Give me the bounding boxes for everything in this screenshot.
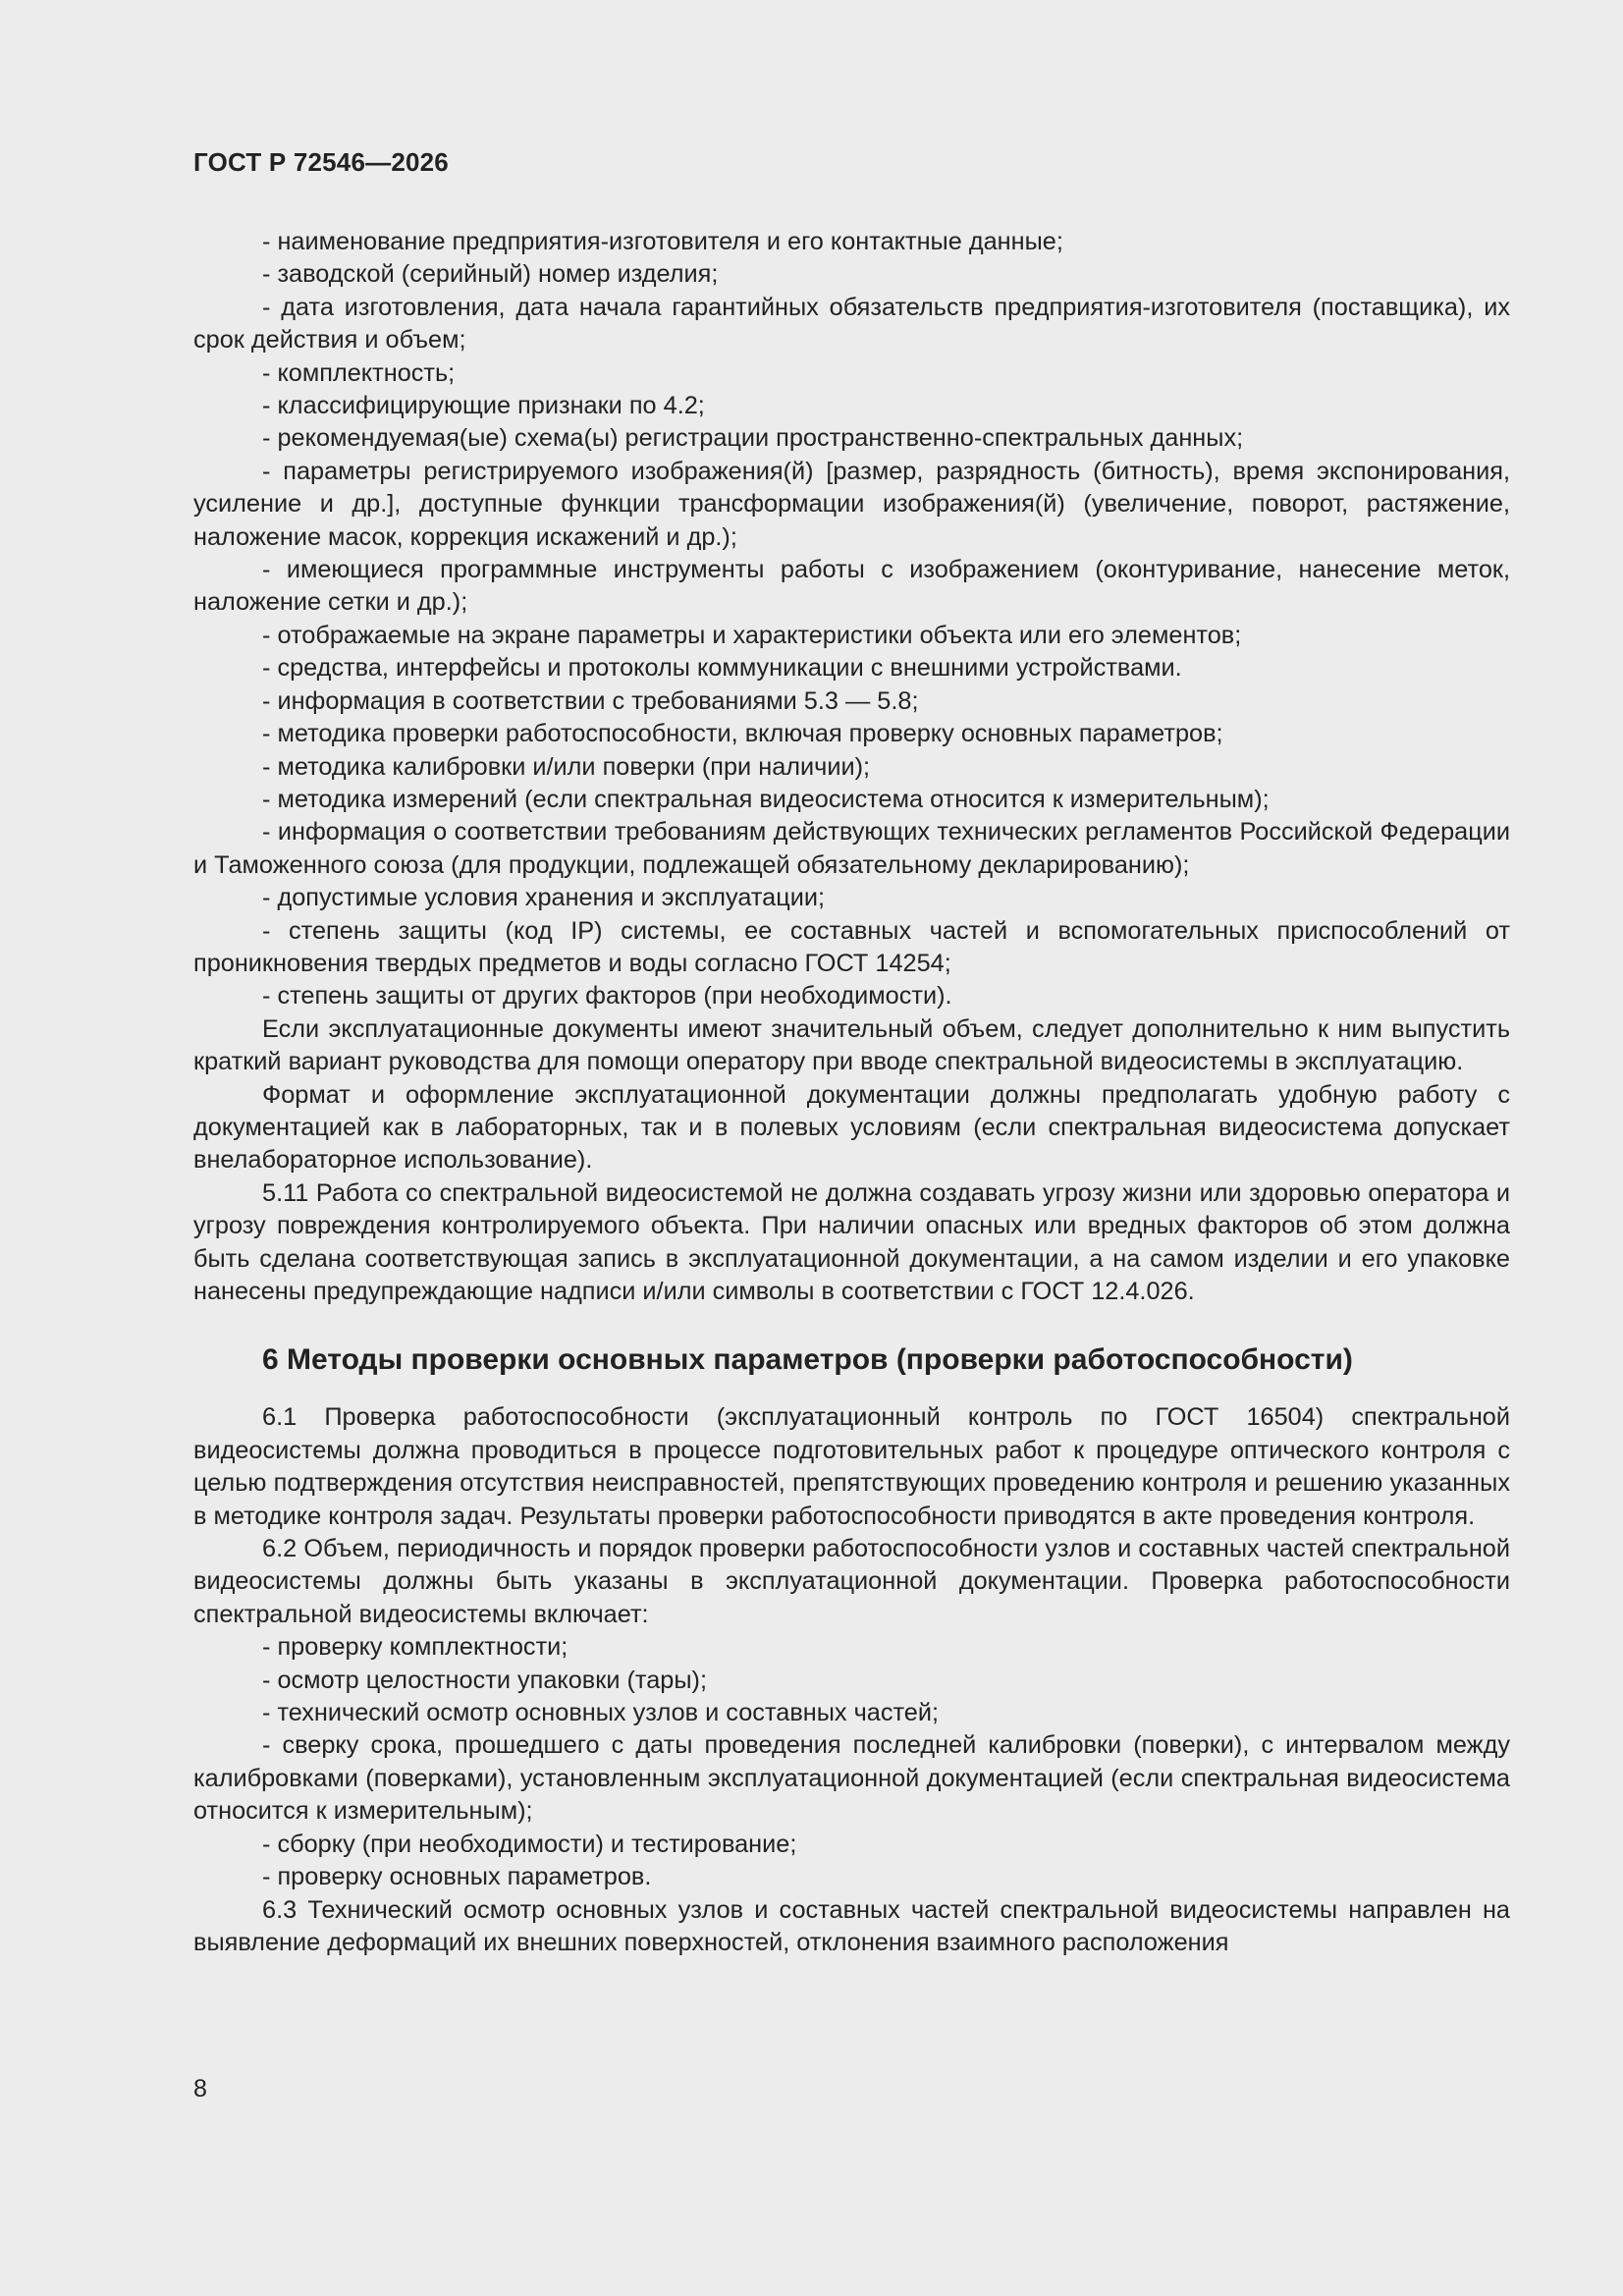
list-item: - имеющиеся программные инструменты работы с изображением (оконтуривание, нанесение меток, наложение сетки и др.);: [193, 556, 1510, 617]
paragraph: 6.2 Объем, периодичность и порядок проверки работоспособности узлов и составных частей спектральной видеосистемы должны быть указаны в эксплуатационной документации. Проверка работоспособности спектральной видеосистемы включает:: [193, 1535, 1510, 1628]
list-item: - наименование предприятия-изготовителя и его контактные данные;: [262, 228, 1063, 255]
paragraph: Если эксплуатационные документы имеют значительный объем, следует дополнительно к ним выпустить краткий вариант руководства для помощи оператору при вводе спектральной видеосистемы в эксплуатацию.: [193, 1014, 1510, 1076]
list-item: - методика калибровки и/или поверки (при наличии);: [262, 752, 871, 781]
list-item: - параметры регистрируемого изображения(й) [размер, разрядность (битность), время экспонирования, усиление и др.], доступные функции трансформации изображения(й) (увеличение, поворот, растяжение, наложение масок, коррекция искажений и др.);: [193, 457, 1510, 551]
section-title: 6 Методы проверки основных параметров (проверки работоспособности): [262, 1343, 1353, 1377]
list-item: - проверку основных параметров.: [262, 1863, 652, 1891]
page-number: 8: [193, 2075, 207, 2103]
list-item: - методика проверки работоспособности, включая проверку основных параметров;: [262, 720, 1223, 748]
paragraphs-after-section: [193, 1401, 1510, 1959]
list-item: - средства, интерфейсы и протоколы коммуникации с внешними устройствами.: [262, 654, 1182, 683]
list-item: - сборку (при необходимости) и тестирование;: [262, 1830, 797, 1858]
list-item: - информация в соответствии с требованиями 5.3 — 5.8;: [262, 686, 919, 715]
document-header: ГОСТ Р 72546—2026: [193, 147, 449, 177]
list-item: - методика измерений (если спектральная видеосистема относится к измерительным);: [262, 785, 1270, 813]
list-item: - заводской (серийный) номер изделия;: [262, 260, 719, 289]
list-item: - информация о соответствии требованиям действующих технических регламентов Российской Федерации и Таможенного союза (для продукции, подлежащей обязательному декларированию);: [193, 818, 1510, 879]
list-item: - классифицирующие признаки по 4.2;: [262, 392, 705, 420]
paragraph: 5.11 Работа со спектральной видеосистемой не должна создавать угрозу жизни или здоровью оператора и угрозу повреждения контролируемого объекта. При наличии опасных или вредных факторов об этом должна быть сделана соответствующая запись в эксплуатационной документации, а на самом изделии и его упаковке нанесены предупреждающие надписи и/или символы в соответствии с ГОСТ 12.4.026.: [193, 1178, 1510, 1305]
list-item: - технический осмотр основных узлов и составных частей;: [262, 1699, 940, 1727]
list-item: - допустимые условия хранения и эксплуатации;: [262, 884, 826, 912]
paragraphs-before-section: [193, 226, 1510, 1308]
list-item: - степень защиты (код IP) системы, ее составных частей и вспомогательных приспособлений от проникновения твердых предметов и воды согласно ГОСТ 14254;: [193, 916, 1510, 977]
list-item: - осмотр целостности упаковки (тары);: [262, 1666, 707, 1694]
list-item: - степень защиты от других факторов (при необходимости).: [262, 982, 952, 1011]
list-item: - сверку срока, прошедшего с даты проведения последней калибровки (поверки), с интервалом между калибровками (поверками), установленным эксплуатационной документацией (если спектральная видеосистема относится к измерительным);: [193, 1731, 1510, 1826]
list-item: - проверку комплектности;: [262, 1633, 568, 1662]
paragraph: Формат и оформление эксплуатационной документации должны предполагать удобную работу с документацией как в лабораторных, так и в полевых условиям (если спектральная видеосистема допускает внелабораторное использование).: [193, 1080, 1510, 1175]
list-item: - отображаемые на экране параметры и характеристики объекта или его элементов;: [262, 621, 1242, 649]
list-item: - комплектность;: [262, 358, 456, 387]
document-body: [193, 226, 1510, 1959]
paragraph: 6.1 Проверка работоспособности (эксплуатационный контроль по ГОСТ 16504) спектральной видеосистемы должна проводиться в процессе подготовительных работ к процедуре оптического контроля с целью подтверждения отсутствия неисправностей, препятствующих проведению контроля и решению указанных в методике контроля задач. Результаты проверки работоспособности приводятся в акте проведения контроля.: [193, 1403, 1510, 1530]
list-item: - дата изготовления, дата начала гарантийных обязательств предприятия-изготовителя (поставщика), их срок действия и объем;: [193, 293, 1510, 355]
list-item: - рекомендуемая(ые) схема(ы) регистрации пространственно-спектральных данных;: [262, 424, 1244, 453]
paragraph: 6.3 Технический осмотр основных узлов и составных частей спектральной видеосистемы направлен на выявление деформаций их внешних поверхностей, отклонения взаимного расположения: [193, 1895, 1510, 1956]
